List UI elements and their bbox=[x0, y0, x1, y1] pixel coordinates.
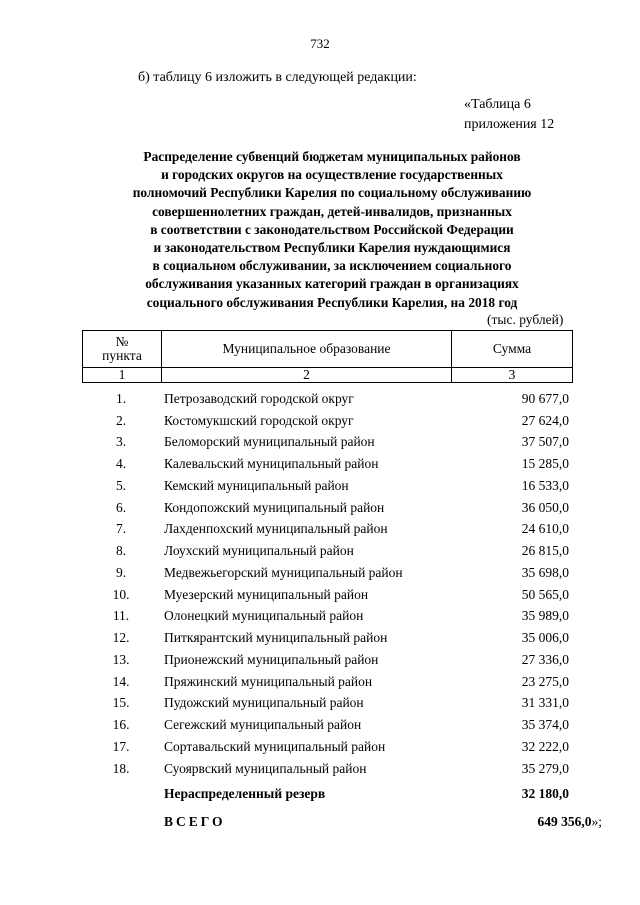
table-row bbox=[82, 758, 573, 780]
header-num-cell bbox=[83, 331, 162, 368]
reserve-sum: 32 180,0 bbox=[521, 786, 569, 801]
row-sum: 35 989,0 bbox=[521, 608, 569, 624]
table-header bbox=[82, 330, 573, 383]
title-line: в социальном обслуживании, за исключением социального bbox=[152, 258, 512, 274]
row-number: 3. bbox=[115, 434, 127, 450]
row-number: 12. bbox=[112, 630, 130, 646]
units-label: (тыс. рублей) bbox=[487, 312, 564, 327]
row-municipality: Олонецкий муниципальный район bbox=[164, 608, 364, 624]
row-number: 8. bbox=[115, 543, 127, 559]
row-municipality: Суоярвский муниципальный район bbox=[164, 760, 367, 776]
table-row bbox=[82, 693, 573, 715]
table-row bbox=[82, 584, 573, 606]
total-label: ВСЕГО bbox=[164, 814, 226, 829]
table-row bbox=[82, 562, 573, 584]
table-ref-line: «Таблица 6 bbox=[464, 97, 531, 112]
table-reference bbox=[464, 95, 554, 135]
table-ref-line: приложения 12 bbox=[464, 117, 555, 132]
row-sum: 15 285,0 bbox=[521, 456, 569, 472]
row-municipality: Муезерский муниципальный район bbox=[164, 586, 369, 602]
title-line: обслуживания указанных категорий граждан в организациях bbox=[145, 276, 519, 292]
row-sum: 36 050,0 bbox=[521, 499, 569, 515]
row-municipality: Питкярантский муниципальный район bbox=[164, 630, 388, 646]
row-municipality: Сегежский муниципальный район bbox=[164, 717, 362, 733]
row-sum: 31 331,0 bbox=[521, 695, 569, 711]
row-sum: 50 565,0 bbox=[521, 586, 569, 602]
table-row bbox=[82, 388, 573, 410]
title-line: и законодательством Республики Карелия нуждающимися bbox=[153, 240, 511, 256]
intro-text: б) таблицу 6 изложить в следующей редакции: bbox=[138, 70, 417, 85]
row-municipality: Костомукшский городской округ bbox=[164, 412, 354, 428]
row-number: 16. bbox=[112, 717, 130, 733]
row-number: 18. bbox=[112, 760, 130, 776]
row-number: 2. bbox=[115, 412, 127, 428]
row-municipality: Лоухский муниципальный район bbox=[164, 543, 354, 559]
row-municipality: Прионежский муниципальный район bbox=[164, 651, 379, 667]
row-sum: 35 698,0 bbox=[521, 564, 569, 580]
title-line: в соответствии с законодательством Российской Федерации bbox=[150, 221, 514, 237]
row-municipality: Калевальский муниципальный район bbox=[164, 456, 379, 472]
row-number: 10. bbox=[112, 586, 130, 602]
row-sum: 27 624,0 bbox=[521, 412, 569, 428]
row-number: 11. bbox=[112, 608, 130, 624]
row-municipality: Беломорский муниципальный район bbox=[164, 434, 375, 450]
table-row bbox=[82, 649, 573, 671]
row-municipality: Кондопожский муниципальный район bbox=[164, 499, 385, 515]
row-number: 14. bbox=[112, 673, 130, 689]
row-municipality: Пряжинский муниципальный район bbox=[164, 673, 373, 689]
header-num-line1: № bbox=[115, 334, 129, 349]
row-number: 4. bbox=[115, 456, 127, 472]
row-number: 7. bbox=[115, 521, 127, 537]
table-row bbox=[82, 627, 573, 649]
reserve-label: Нераспределенный резерв bbox=[164, 786, 326, 801]
table-row bbox=[82, 410, 573, 432]
row-municipality: Сортавальский муниципальный район bbox=[164, 738, 386, 754]
table-row bbox=[82, 540, 573, 562]
row-number: 5. bbox=[115, 477, 127, 493]
header-index-3: 3 bbox=[452, 368, 573, 383]
header-num-line2: пункта bbox=[102, 348, 142, 363]
table-row bbox=[82, 475, 573, 497]
table-row bbox=[82, 497, 573, 519]
row-number: 6. bbox=[115, 499, 127, 515]
table-row bbox=[82, 606, 573, 628]
row-number: 9. bbox=[115, 564, 127, 580]
row-number: 1. bbox=[115, 390, 127, 406]
row-sum: 35 279,0 bbox=[521, 760, 569, 776]
table-row bbox=[82, 432, 573, 454]
page-number: 732 bbox=[310, 36, 330, 51]
header-name-cell: Муниципальное образование bbox=[162, 331, 452, 368]
table-row bbox=[82, 453, 573, 475]
table-row bbox=[82, 671, 573, 693]
header-index-1: 1 bbox=[83, 368, 162, 383]
row-sum: 16 533,0 bbox=[521, 477, 569, 493]
row-municipality: Медвежьегорский муниципальный район bbox=[164, 564, 403, 580]
row-municipality: Лахденпохский муниципальный район bbox=[164, 521, 388, 537]
row-municipality: Пудожский муниципальный район bbox=[164, 695, 364, 711]
document-title bbox=[90, 148, 574, 312]
header-sum-cell: Сумма bbox=[452, 331, 573, 368]
title-line: социального обслуживания Республики Карелия, на 2018 год bbox=[146, 294, 518, 310]
reserve-row bbox=[82, 783, 573, 805]
row-sum: 35 006,0 bbox=[521, 630, 569, 646]
title-line: и городских округов на осуществление государственных bbox=[161, 167, 503, 183]
title-line: полномочий Республики Карелия по социальному обслуживанию bbox=[132, 185, 532, 201]
row-municipality: Кемский муниципальный район bbox=[164, 477, 349, 493]
row-sum: 90 677,0 bbox=[521, 390, 569, 406]
table-body bbox=[82, 388, 573, 780]
table-row bbox=[82, 714, 573, 736]
row-sum: 27 336,0 bbox=[521, 651, 569, 667]
row-number: 13. bbox=[112, 651, 130, 667]
table-row bbox=[82, 736, 573, 758]
total-row bbox=[82, 811, 602, 833]
total-sum-value: 649 356,0 bbox=[537, 814, 592, 829]
row-municipality: Петрозаводский городской округ bbox=[164, 390, 354, 406]
row-sum: 26 815,0 bbox=[521, 543, 569, 559]
total-suffix: »; bbox=[591, 814, 602, 829]
total-sum bbox=[482, 814, 602, 830]
title-line: совершеннолетних граждан, детей-инвалидов, признанных bbox=[152, 203, 512, 219]
row-sum: 32 222,0 bbox=[521, 738, 569, 754]
table-row bbox=[82, 519, 573, 541]
row-sum: 35 374,0 bbox=[521, 717, 569, 733]
row-sum: 24 610,0 bbox=[521, 521, 569, 537]
title-line: Распределение субвенций бюджетам муниципальных районов bbox=[143, 149, 521, 164]
header-index-2: 2 bbox=[162, 368, 452, 383]
row-number: 17. bbox=[112, 738, 130, 754]
row-sum: 37 507,0 bbox=[521, 434, 569, 450]
row-sum: 23 275,0 bbox=[521, 673, 569, 689]
row-number: 15. bbox=[112, 695, 130, 711]
